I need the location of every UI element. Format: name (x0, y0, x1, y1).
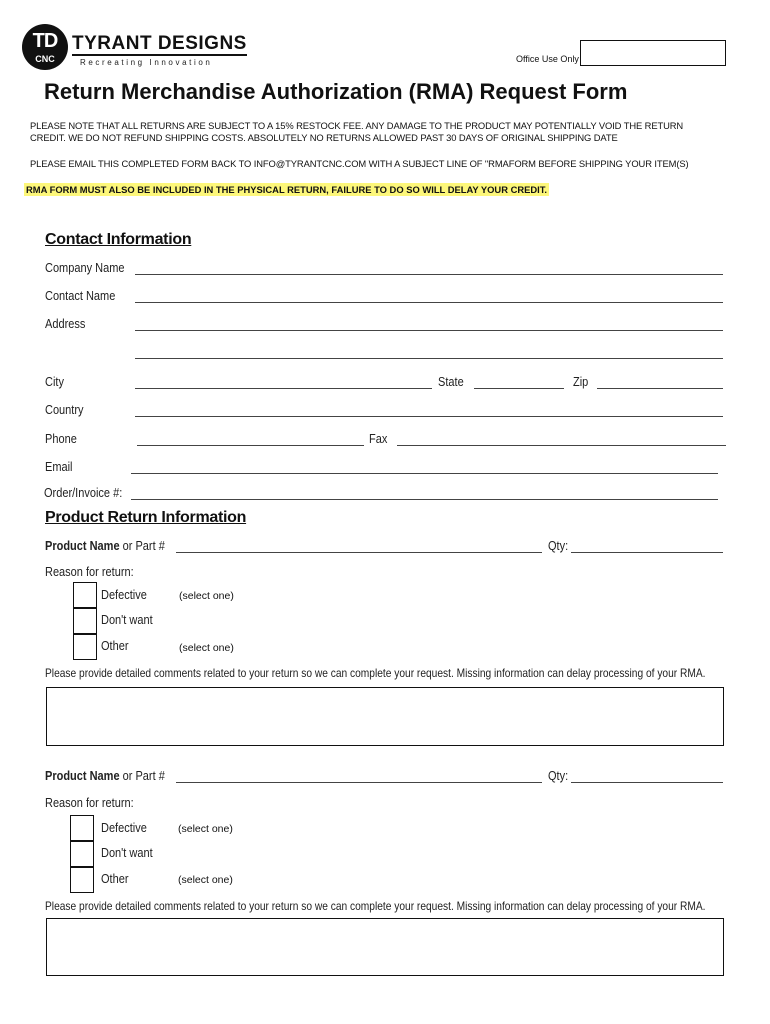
comments-textarea[interactable] (46, 687, 724, 746)
product-name-field[interactable] (176, 782, 542, 783)
defective-label: Defective (101, 588, 147, 602)
brand-tagline: Recreating Innovation (80, 58, 213, 67)
select-one-note: (select one) (179, 590, 234, 602)
office-use-label: Office Use Only (516, 54, 579, 64)
reason-label: Reason for return: (45, 796, 134, 810)
defective-checkbox[interactable] (70, 815, 94, 841)
part-number-text: or Part # (119, 769, 165, 783)
other-checkbox[interactable] (73, 634, 97, 660)
fax-label: Fax (369, 432, 388, 446)
comments-textarea[interactable] (46, 918, 724, 976)
order-invoice-field[interactable] (131, 499, 718, 500)
email-label: Email (45, 460, 73, 474)
page-title: Return Merchandise Authorization (RMA) Request Form (44, 79, 628, 104)
product-name-text: Product Name (45, 769, 120, 783)
company-logo (22, 24, 68, 70)
select-one-note: (select one) (178, 874, 233, 886)
highlight-warning: RMA FORM MUST ALSO BE INCLUDED IN THE PHYSICAL RETURN, FAILURE TO DO SO WILL DELAY YOUR CREDIT. (26, 184, 548, 195)
select-one-note: (select one) (178, 823, 233, 835)
qty-label: Qty: (548, 769, 569, 783)
other-label: Other (101, 639, 129, 653)
qty-field[interactable] (571, 552, 723, 553)
phone-label: Phone (45, 432, 77, 446)
contact-section-title: Contact Information (45, 231, 192, 248)
state-label: State (438, 375, 464, 389)
other-checkbox[interactable] (70, 867, 94, 893)
email-instruction: PLEASE EMAIL THIS COMPLETED FORM BACK TO INFO@TYRANTCNC.COM WITH A SUBJECT LINE OF "RMAFORM BEFORE SHIPPING YOUR ITEM(S) (30, 158, 689, 169)
dont-want-label: Don't want (101, 613, 153, 627)
company-name-field[interactable] (135, 274, 723, 275)
notice-line-1: PLEASE NOTE THAT ALL RETURNS ARE SUBJECT TO A 15% RESTOCK FEE. ANY DAMAGE TO THE PRODUCT MAY POTENTIALLY VOID THE RETURN (30, 120, 684, 131)
defective-label: Defective (101, 821, 147, 835)
comment-prompt: Please provide detailed comments related to your return so we can complete your request. Missing information can delay processing of your RMA. (45, 899, 706, 913)
defective-checkbox[interactable] (73, 582, 97, 608)
reason-label: Reason for return: (45, 565, 134, 579)
phone-field[interactable] (137, 445, 364, 446)
comment-prompt: Please provide detailed comments related to your return so we can complete your request. Missing information can delay processing of your RMA. (45, 666, 706, 680)
brand-name: TYRANT DESIGNS (72, 33, 247, 54)
fax-field[interactable] (397, 445, 726, 446)
order-invoice-label: Order/Invoice #: (44, 486, 123, 500)
logo-mark: TD (32, 30, 58, 52)
address-line-1-field[interactable] (135, 330, 723, 331)
zip-label: Zip (573, 375, 589, 389)
select-one-note: (select one) (179, 642, 234, 654)
logo-sub: CNC (35, 54, 55, 64)
qty-label: Qty: (548, 539, 569, 553)
city-field[interactable] (135, 388, 432, 389)
company-name-label: Company Name (45, 261, 125, 275)
product-section-title: Product Return Information (45, 509, 247, 526)
product-name-text: Product Name (45, 539, 120, 553)
notice-line-2: CREDIT. WE DO NOT REFUND SHIPPING COSTS. ABSOLUTELY NO RETURNS ALLOWED PAST 30 DAYS OF ORIGINAL SHIPPING DATE (30, 132, 618, 143)
contact-name-field[interactable] (135, 302, 723, 303)
address-line-2-field[interactable] (135, 358, 723, 359)
zip-field[interactable] (597, 388, 723, 389)
qty-field[interactable] (571, 782, 723, 783)
other-label: Other (101, 872, 129, 886)
product-name-label (45, 769, 165, 783)
dont-want-label: Don't want (101, 846, 153, 860)
part-number-text: or Part # (119, 539, 165, 553)
address-label: Address (45, 317, 86, 331)
product-name-field[interactable] (176, 552, 542, 553)
dont-want-checkbox[interactable] (70, 841, 94, 867)
dont-want-checkbox[interactable] (73, 608, 97, 634)
country-label: Country (45, 403, 84, 417)
contact-name-label: Contact Name (45, 289, 116, 303)
state-field[interactable] (474, 388, 564, 389)
country-field[interactable] (135, 416, 723, 417)
email-field[interactable] (131, 473, 718, 474)
office-use-field[interactable] (580, 40, 726, 66)
product-name-label (45, 539, 165, 553)
city-label: City (45, 375, 64, 389)
